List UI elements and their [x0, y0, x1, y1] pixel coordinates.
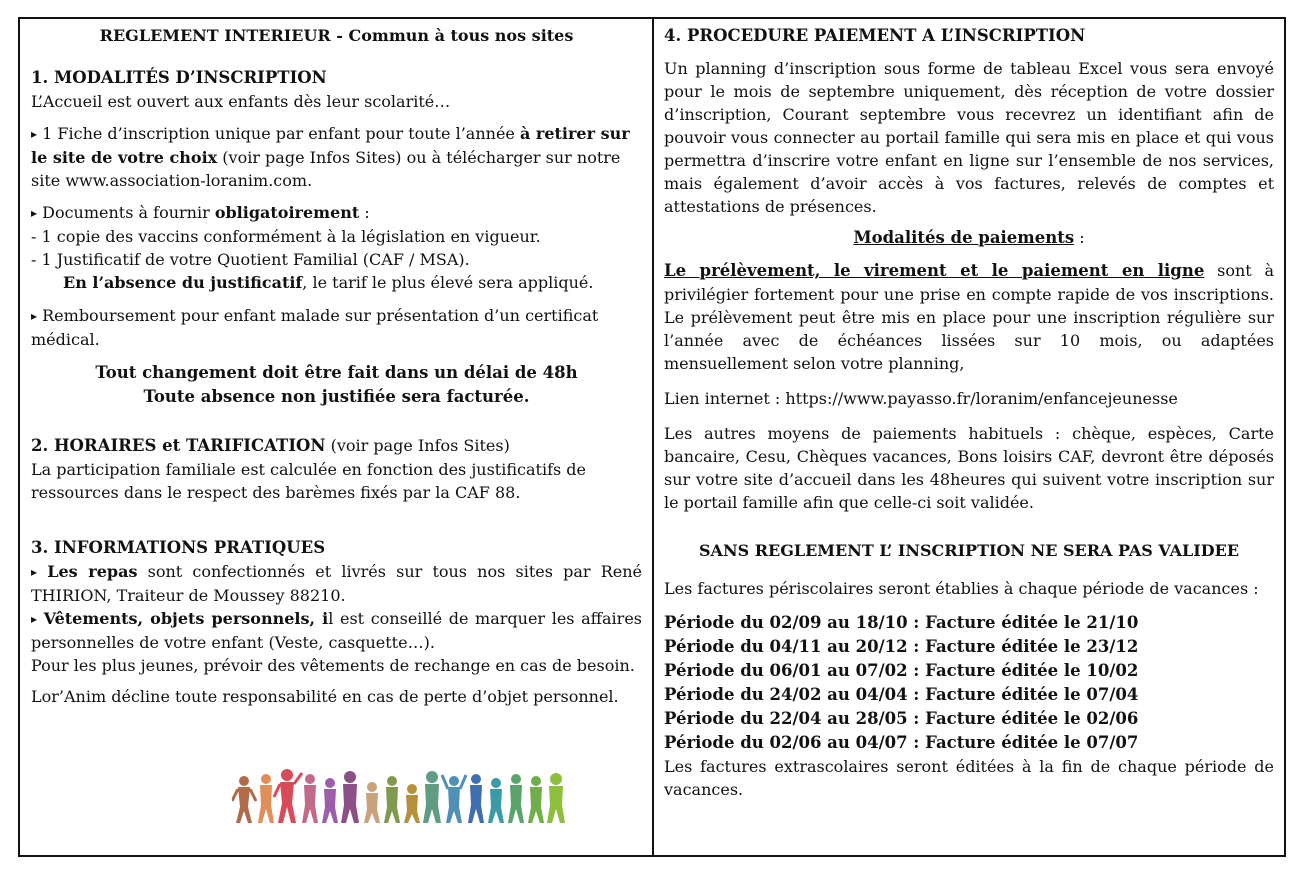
section-1-heading: 1. MODALITÉS D’INSCRIPTION	[31, 68, 327, 87]
section-3-heading: 3. INFORMATIONS PRATIQUES	[31, 538, 326, 557]
section-2-title: 2. HORAIRES et TARIFICATION	[31, 436, 326, 455]
bullet-icon: ▸	[31, 612, 38, 626]
repas-bold: Les repas	[47, 562, 138, 581]
period-item: Période du 24/02 au 04/04 : Facture éditée le 07/04	[664, 685, 1139, 704]
absence-justificatif-rest: , le tarif le plus élevé sera appliqué.	[302, 273, 594, 292]
left-column	[20, 17, 652, 855]
payment-link: Lien internet : https://www.payasso.fr/loranim/enfancejeunesse	[664, 389, 1178, 408]
kid-3	[274, 769, 302, 823]
right-column	[654, 17, 1284, 855]
modalites-suffix: :	[1074, 228, 1085, 247]
kid-16	[547, 773, 565, 823]
section-2-text: La participation familiale est calculée en fonction des justificatifs de ressources dans le respect des barèmes fixés par la CAF 88.	[31, 460, 586, 502]
kid-10	[423, 771, 441, 823]
notice-absence: Toute absence non justifiée sera facturée.	[143, 387, 530, 406]
kid-9	[404, 784, 420, 823]
kid-7	[364, 782, 380, 823]
bullet-remboursement-text: Remboursement pour enfant malade sur présentation d’un certificat médical.	[31, 306, 599, 349]
section-2-heading	[31, 434, 642, 458]
period-item: Période du 02/06 au 04/07 : Facture éditée le 07/07	[664, 733, 1139, 752]
absence-justificatif-bold: En l’absence du justificatif	[63, 273, 303, 292]
vetements-rest: l est conseillé de marquer les affaires personnelles de votre enfant (Veste, casquette…).	[31, 609, 642, 652]
section-4-text: Un planning d’inscription sous forme de tableau Excel vous sera envoyé pour le mois de septembre uniquement, dès réception de votre dossier d’inscription, Courant septembre vous recevrez un identifiant afin de pouvoir vous connecter au portail famille qui sera mis en place et qui vous permettra d’inscrire votre enfant en ligne sur l’ensemble de nos services, mais également d’avoir accès à vos factures, relevés de comptes et attestations de présences.	[664, 59, 1274, 216]
modalites-title: Modalités de paiements	[853, 228, 1075, 247]
kid-14	[508, 774, 524, 823]
repas-paragraph	[31, 560, 642, 607]
absence-justificatif	[31, 271, 642, 294]
bullet-fiche-bold: à retirer sur le site de votre choix	[31, 124, 630, 167]
bullet-fiche-text: 1 Fiche d’inscription unique par enfant pour toute l’année	[42, 124, 520, 143]
period-item: Période du 02/09 au 18/10 : Facture éditée le 21/10	[664, 613, 1139, 632]
documents-line-quotient: - 1 Justificatif de votre Quotient Familial (CAF / MSA).	[31, 250, 470, 269]
vetements-bold: Vêtements, objets personnels, i	[43, 609, 329, 628]
bullet-icon: ▸	[31, 127, 38, 141]
bullet-fiche	[31, 122, 642, 192]
factures-periods-list	[664, 611, 1274, 755]
jeunes-paragraph: Pour les plus jeunes, prévoir des vêtements de rechange en cas de besoin.	[31, 656, 635, 675]
modalites-heading	[664, 226, 1274, 250]
section-1-intro: L’Accueil est ouvert aux enfants dès leur scolarité…	[31, 92, 451, 111]
repas-rest: sont confectionnés et livrés sur tous nos sites par René THIRION, Traiteur de Moussey 88210.	[31, 562, 642, 605]
factures-intro: Les factures périscolaires seront établies à chaque période de vacances :	[664, 579, 1259, 598]
bullet-icon: ▸	[31, 206, 38, 220]
kid-15	[528, 776, 544, 823]
vetements-paragraph	[31, 607, 642, 654]
prelevement-rest: sont à privilégier fortement pour une prise en compte rapide de vos inscriptions. Le prélèvement peut être mis en place pour une inscription régulière sur l’année avec de échéances lissées sur 10 mois, ou adaptées mensuellement selon votre planning,	[664, 261, 1275, 373]
kid-4	[302, 774, 318, 823]
children-silhouettes-illustration	[232, 767, 572, 825]
period-item: Période du 22/04 au 28/05 : Facture éditée le 02/06	[664, 709, 1139, 728]
bullet-documents-colon: :	[359, 203, 370, 222]
prelevement-paragraph	[664, 259, 1274, 375]
kid-8	[384, 776, 400, 823]
kid-6	[341, 771, 359, 823]
page-title: REGLEMENT INTERIEUR - Commun à tous nos sites	[99, 26, 574, 45]
period-item: Période du 06/01 au 07/02 : Facture éditée le 10/02	[664, 661, 1139, 680]
bullet-icon: ▸	[31, 565, 38, 579]
bullet-fiche-rest: (voir page Infos Sites) ou à télécharger sur notre site www.association-loranim.com.	[31, 148, 621, 190]
kid-2	[258, 774, 274, 823]
bullet-documents-text: Documents à fournir	[42, 203, 215, 222]
kid-11	[442, 775, 466, 823]
period-item: Période du 04/11 au 20/12 : Facture éditée le 23/12	[664, 637, 1139, 656]
bullet-documents-bold: obligatoirement	[214, 203, 360, 222]
section-4-heading: 4. PROCEDURE PAIEMENT A L’INSCRIPTION	[664, 26, 1086, 45]
bullet-icon: ▸	[31, 309, 38, 323]
section-2-note: (voir page Infos Sites)	[325, 436, 510, 455]
notice-changement: Tout changement doit être fait dans un délai de 48h	[95, 363, 578, 382]
prelevement-bold: Le prélèvement, le virement et le paiement en ligne	[664, 261, 1205, 280]
bullet-documents	[31, 201, 642, 225]
kid-1	[232, 776, 256, 823]
bullet-remboursement	[31, 304, 642, 351]
responsabilite-paragraph: Lor’Anim décline toute responsabilité en cas de perte d’objet personnel.	[31, 687, 619, 706]
kid-13	[488, 778, 504, 823]
autres-paiements-paragraph: Les autres moyens de paiements habituels : chèque, espèces, Carte bancaire, Cesu, Chèques vacances, Bons loisirs CAF, devront être déposés sur votre site d’accueil dans les 48heures qui suivent votre inscription sur le portail famille afin que celle-ci soit validée.	[664, 424, 1274, 512]
kid-5	[322, 778, 338, 823]
factures-extrascolaires: Les factures extrascolaires seront éditées à la fin de chaque période de vacances.	[664, 757, 1274, 799]
kid-12	[468, 774, 484, 823]
documents-line-vaccins: - 1 copie des vaccins conformément à la législation en vigueur.	[31, 227, 541, 246]
sans-reglement-notice: SANS REGLEMENT L’ INSCRIPTION NE SERA PAS VALIDEE	[698, 541, 1240, 560]
